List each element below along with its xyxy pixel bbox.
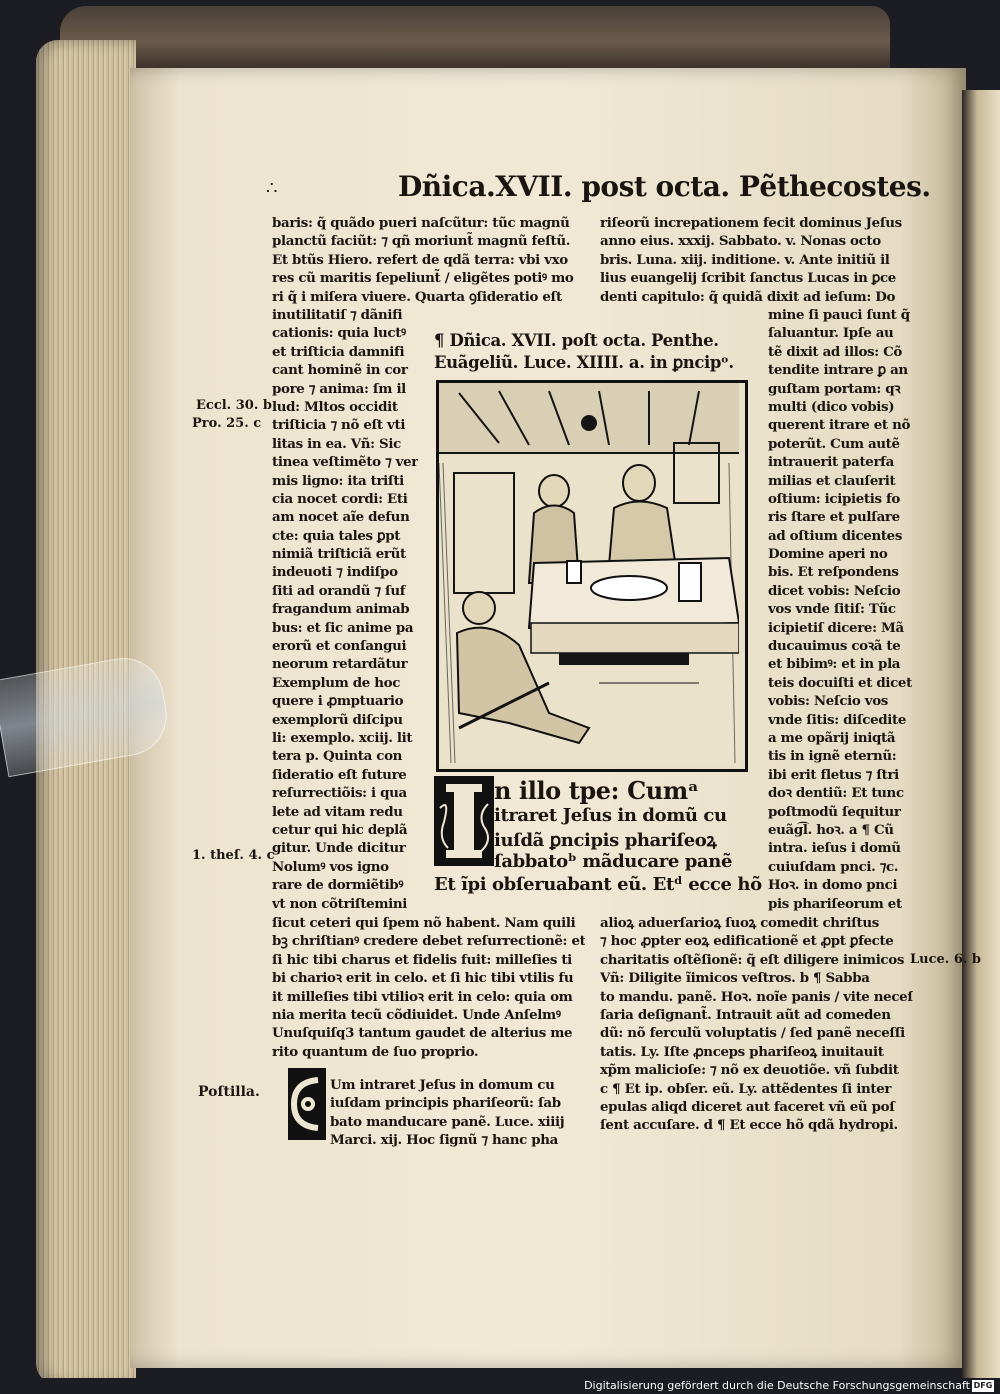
text-line: ſi hic tibi charus et fidelis fuit: milleſies ti	[272, 951, 572, 968]
text-line: bis. Et reſpondens	[768, 564, 899, 581]
margin-note-postilla: Poſtilla.	[198, 1084, 260, 1100]
text-line: ris ſtare et pulſare	[768, 509, 900, 526]
margin-note: 1. theſ. 4. c	[192, 848, 275, 863]
text-line: cant hominẽ in cor	[272, 362, 408, 379]
text-line: teis docuiſti et dicet	[768, 674, 912, 691]
opening-line: n illo tpe: Cumᵃ	[494, 776, 699, 805]
text-line: rito quantum de ſuo proprio.	[272, 1043, 479, 1060]
text-line: riſeorũ increpationem fecit dominus Jeſus	[600, 215, 902, 231]
left-column-narrow	[272, 306, 418, 913]
text-line: lud: Mltos occidit	[272, 398, 398, 415]
text-line: multi (dico vobis)	[768, 398, 895, 415]
text-line: cia nocet cordi: Eti	[272, 490, 408, 507]
text-line: triſticia ⁊ nõ eſt vti	[272, 417, 406, 434]
text-line: tendite intrare ꝑ an	[768, 362, 908, 379]
left-column-top	[272, 214, 574, 306]
text-line: Marci. xij. Hoc ſignũ ⁊ hanc pha	[330, 1132, 558, 1149]
text-line: reſurrectiõis: i qua	[272, 785, 407, 802]
text-line: a me opãrij iniqtã	[768, 729, 896, 746]
text-line: cuiuſdam pnci. ⁊c.	[768, 858, 899, 875]
text-line: Et btũs Hiero. refert de qdã terra: vbi vxo	[272, 251, 568, 268]
text-line: euãg͡l. hoꝛ. a ¶ Cũ	[768, 821, 894, 838]
text-line: intrauerit paterfa	[768, 454, 894, 471]
text-line: epulas aliqd diceret aut faceret vñ eũ poſ	[600, 1098, 895, 1115]
text-line: bꝫ chriſtianꝰ credere debet reſurrectionẽ: et	[272, 933, 586, 950]
text-line: doꝛ dentiũ: Et tunc	[768, 785, 904, 802]
text-line: tatis. Ly. Iſte ꝓnceps phariſeoꝝ inuitauit	[600, 1043, 884, 1060]
text-line: Domine aperi no	[768, 546, 888, 563]
text-line: ad oſtium dicentes	[768, 527, 903, 544]
right-column-narrow	[768, 306, 912, 913]
text-line: tis in ignẽ eternũ:	[768, 748, 897, 765]
text-line: Um intraret Jeſus in domum cu	[330, 1077, 555, 1093]
text-line: vt non cõtriſtemini	[272, 895, 407, 912]
text-line: erorũ et conſangui	[272, 638, 407, 655]
text-line: am nocet aĩe defun	[272, 509, 410, 526]
opening-line: itraret Jeſus in domũ cu	[494, 805, 727, 826]
text-line: res cũ maritis ſepeliunt̃ / eligẽtes potiꝰ mo	[272, 270, 574, 287]
text-line: baris: q̃ quãdo pueri naſcũtur: tũc magnũ	[272, 215, 570, 231]
text-line: gitur. Unde dicitur	[272, 840, 406, 857]
text-line: ducauimus coꝛã te	[768, 638, 901, 655]
text-line: vos vnde ſitiſ: Tũc	[768, 601, 896, 618]
text-line: ſiti ad orandũ ⁊ ſuf	[272, 582, 406, 599]
text-line: nimiã triſticiã erũt	[272, 546, 406, 563]
text-line: ſent accuſare. d ¶ Et ecce hõ qdã hydropi.	[600, 1117, 898, 1134]
page-marker: ∴	[266, 178, 278, 199]
text-line: ibi erit fletus ⁊ ſtri	[768, 766, 899, 783]
text-line: lius euangelij ſcribit ſanctus Lucas in ꝑce	[600, 270, 896, 287]
text-line: bato manducare panẽ. Luce. xiiij	[330, 1113, 565, 1130]
opening-line: iuſdã ꝑncipis phariſeoꝝ	[494, 830, 717, 851]
text-line: litas in ea. Vñ: Sic	[272, 435, 401, 452]
decorated-initial-I-icon	[434, 776, 494, 866]
text-line: querent itrare et nõ	[768, 417, 911, 434]
text-line: exemplorũ diſcipu	[272, 711, 403, 728]
text-line: anno eius. xxxij. Sabbato. v. Nonas octo	[600, 233, 881, 250]
text-line: mis ligno: ita triſti	[272, 472, 404, 489]
text-line: intra. ieſus i domũ	[768, 840, 901, 857]
text-line: mine ſi pauci ſunt q̃	[768, 307, 910, 323]
text-line: cetur qui hic deplã	[272, 821, 408, 838]
text-line: charitatis oſtẽſionẽ: q̃ eſt diligere inimicos	[600, 951, 905, 968]
text-line: ⁊ hoc ꝓpter eoꝝ edificationẽ et ꝓpt ꝑfecte	[600, 933, 894, 950]
text-line: it milleſies tibi vtilioꝛ erit in celo: quia om	[272, 988, 573, 1005]
caption-line: ¶ Dñica. XVII. poſt octa. Penthe.	[434, 331, 719, 350]
text-line: rare de dormiẽtibꝰ	[272, 877, 404, 894]
dfg-logo: DFG	[973, 1381, 993, 1390]
text-line: Vñ: Diligite ĩimicos veſtros. b ¶ Sabba	[600, 970, 870, 987]
text-line: milias et clauſerit	[768, 472, 896, 489]
text-line: tera p. Quinta con	[272, 748, 403, 765]
decorated-initial-C-icon	[288, 1068, 326, 1140]
text-line: dũ: nõ ferculũ voluptatis / ſed panẽ neceſſi	[600, 1025, 905, 1042]
right-column-top	[600, 214, 902, 306]
text-line: tinea veſtimẽto ⁊ ver	[272, 454, 418, 471]
text-line: pore ⁊ anima: ſm il	[272, 380, 406, 397]
text-line: to mandu. panẽ. Hoꝛ. noĩe panis / vite neceſ	[600, 988, 913, 1005]
margin-note: Eccl. 30. b	[196, 398, 272, 413]
text-line: denti capitulo: q̃ quidã dixit ad ieſum: Do	[600, 288, 896, 305]
text-line: Exemplum de hoc	[272, 674, 401, 691]
text-line: cte: quia tales ꝑpt	[272, 527, 401, 544]
text-line: dicet vobis: Neſcio	[768, 582, 901, 599]
margin-note: Pro. 25. c	[192, 416, 262, 431]
text-line: planctũ faciũt: ⁊ qñ moriunt̃ magnũ feſtũ.	[272, 233, 571, 250]
left-column-bottom	[272, 914, 585, 1061]
text-line: li: exemplo. xciij. lit	[272, 729, 413, 746]
right-column-bottom	[600, 914, 913, 1135]
woodcut-caption	[434, 330, 734, 374]
gutter-next-page	[962, 90, 1000, 1380]
book-cover-top	[60, 6, 890, 70]
text-line: vnde ſitis: diſcedite	[768, 711, 907, 728]
text-line: bus: et ſic anime pa	[272, 619, 414, 636]
opening-line: ſabbatoᵇ mãducare panẽ	[494, 851, 732, 872]
text-line: Nolumꝰ vos igno	[272, 858, 389, 875]
woodcut-scene-icon	[439, 383, 739, 763]
text-line: alioꝝ aduerſarioꝝ ſuoꝝ comedit chriſtus	[600, 915, 879, 931]
opening-line: Et ĩpi obſeruabant eũ. Etᵈ ecce hõ	[434, 874, 762, 895]
text-line: bi charioꝛ erit in celo. et ſi hic tibi vtilis fu	[272, 970, 574, 987]
text-line: et bibimꝰ: et in pla	[768, 656, 901, 673]
text-line: ſicut ceteri qui ſpem nõ habent. Nam quili	[272, 915, 576, 931]
text-line: poſtmodũ ſequitur	[768, 803, 901, 820]
margin-note: Luce. 6. b	[910, 952, 982, 967]
text-line: indeuoti ⁊ indiſpo	[272, 564, 398, 581]
text-line: et triſticia damnifi	[272, 343, 405, 360]
woodcut-illustration	[436, 380, 748, 772]
text-line: vobis: Neſcio vos	[768, 693, 888, 710]
text-line: guſtam portam: qꝛ	[768, 380, 901, 397]
text-line: fragandum animab	[272, 601, 410, 618]
text-line: poterũt. Cum autẽ	[768, 435, 900, 452]
text-line: quere i ꝓmptuario	[272, 693, 404, 710]
text-line: neorum retardãtur	[272, 656, 408, 673]
text-line: cationis: quia luctꝰ	[272, 325, 406, 342]
text-line: ſaria deſignant̃. Intrauit aũt ad comeden	[600, 1006, 891, 1023]
text-line: tẽ dixit ad illos: Cõ	[768, 343, 903, 360]
text-line: iuſdam principis phariſeorũ: ſab	[330, 1095, 561, 1112]
footer-credit: Digitalisierung gefördert durch die Deutsche Forschungsgemeinschaft	[584, 1379, 970, 1392]
text-line: Unuſquiſq3 tantum gaudet de alterius me	[272, 1025, 573, 1042]
postilla-text	[330, 1076, 564, 1150]
running-head: Dñica.XVII. post octa. Pẽthecostes.	[398, 170, 931, 203]
text-line: lete ad vitam redu	[272, 803, 403, 820]
caption-line: Euãgeliũ. Luce. XIIII. a. in ꝑncipᵒ.	[434, 353, 734, 372]
text-line: pis phariſeorum et	[768, 895, 902, 912]
text-line: bris. Luna. xiij. inditione. v. Ante initiũ il	[600, 251, 890, 268]
text-line: c ¶ Et ip. obſer. eũ. Ly. attẽdentes ſi inter	[600, 1080, 892, 1097]
text-line: icipietiſ dicere: Mã	[768, 619, 904, 636]
text-line: inutilitatiſ ⁊ dãnifi	[272, 307, 403, 323]
text-line: oſtium: icipietis fo	[768, 490, 900, 507]
text-line: nia merita tecũ cõdiuidet. Unde Anſelmꝰ	[272, 1006, 561, 1023]
text-line: ſideratio eſt future	[272, 766, 407, 783]
text-line: ri q̃ i miſera viuere. Quarta ꝯſideratio eſt	[272, 288, 562, 305]
text-line: ſaluantur. Ipſe au	[768, 325, 894, 342]
text-line: Hoꝛ. in domo pnci	[768, 877, 898, 894]
text-line: xp̃m malicioſe: ⁊ nõ ex deuotiõe. vñ ſubdit	[600, 1062, 899, 1079]
